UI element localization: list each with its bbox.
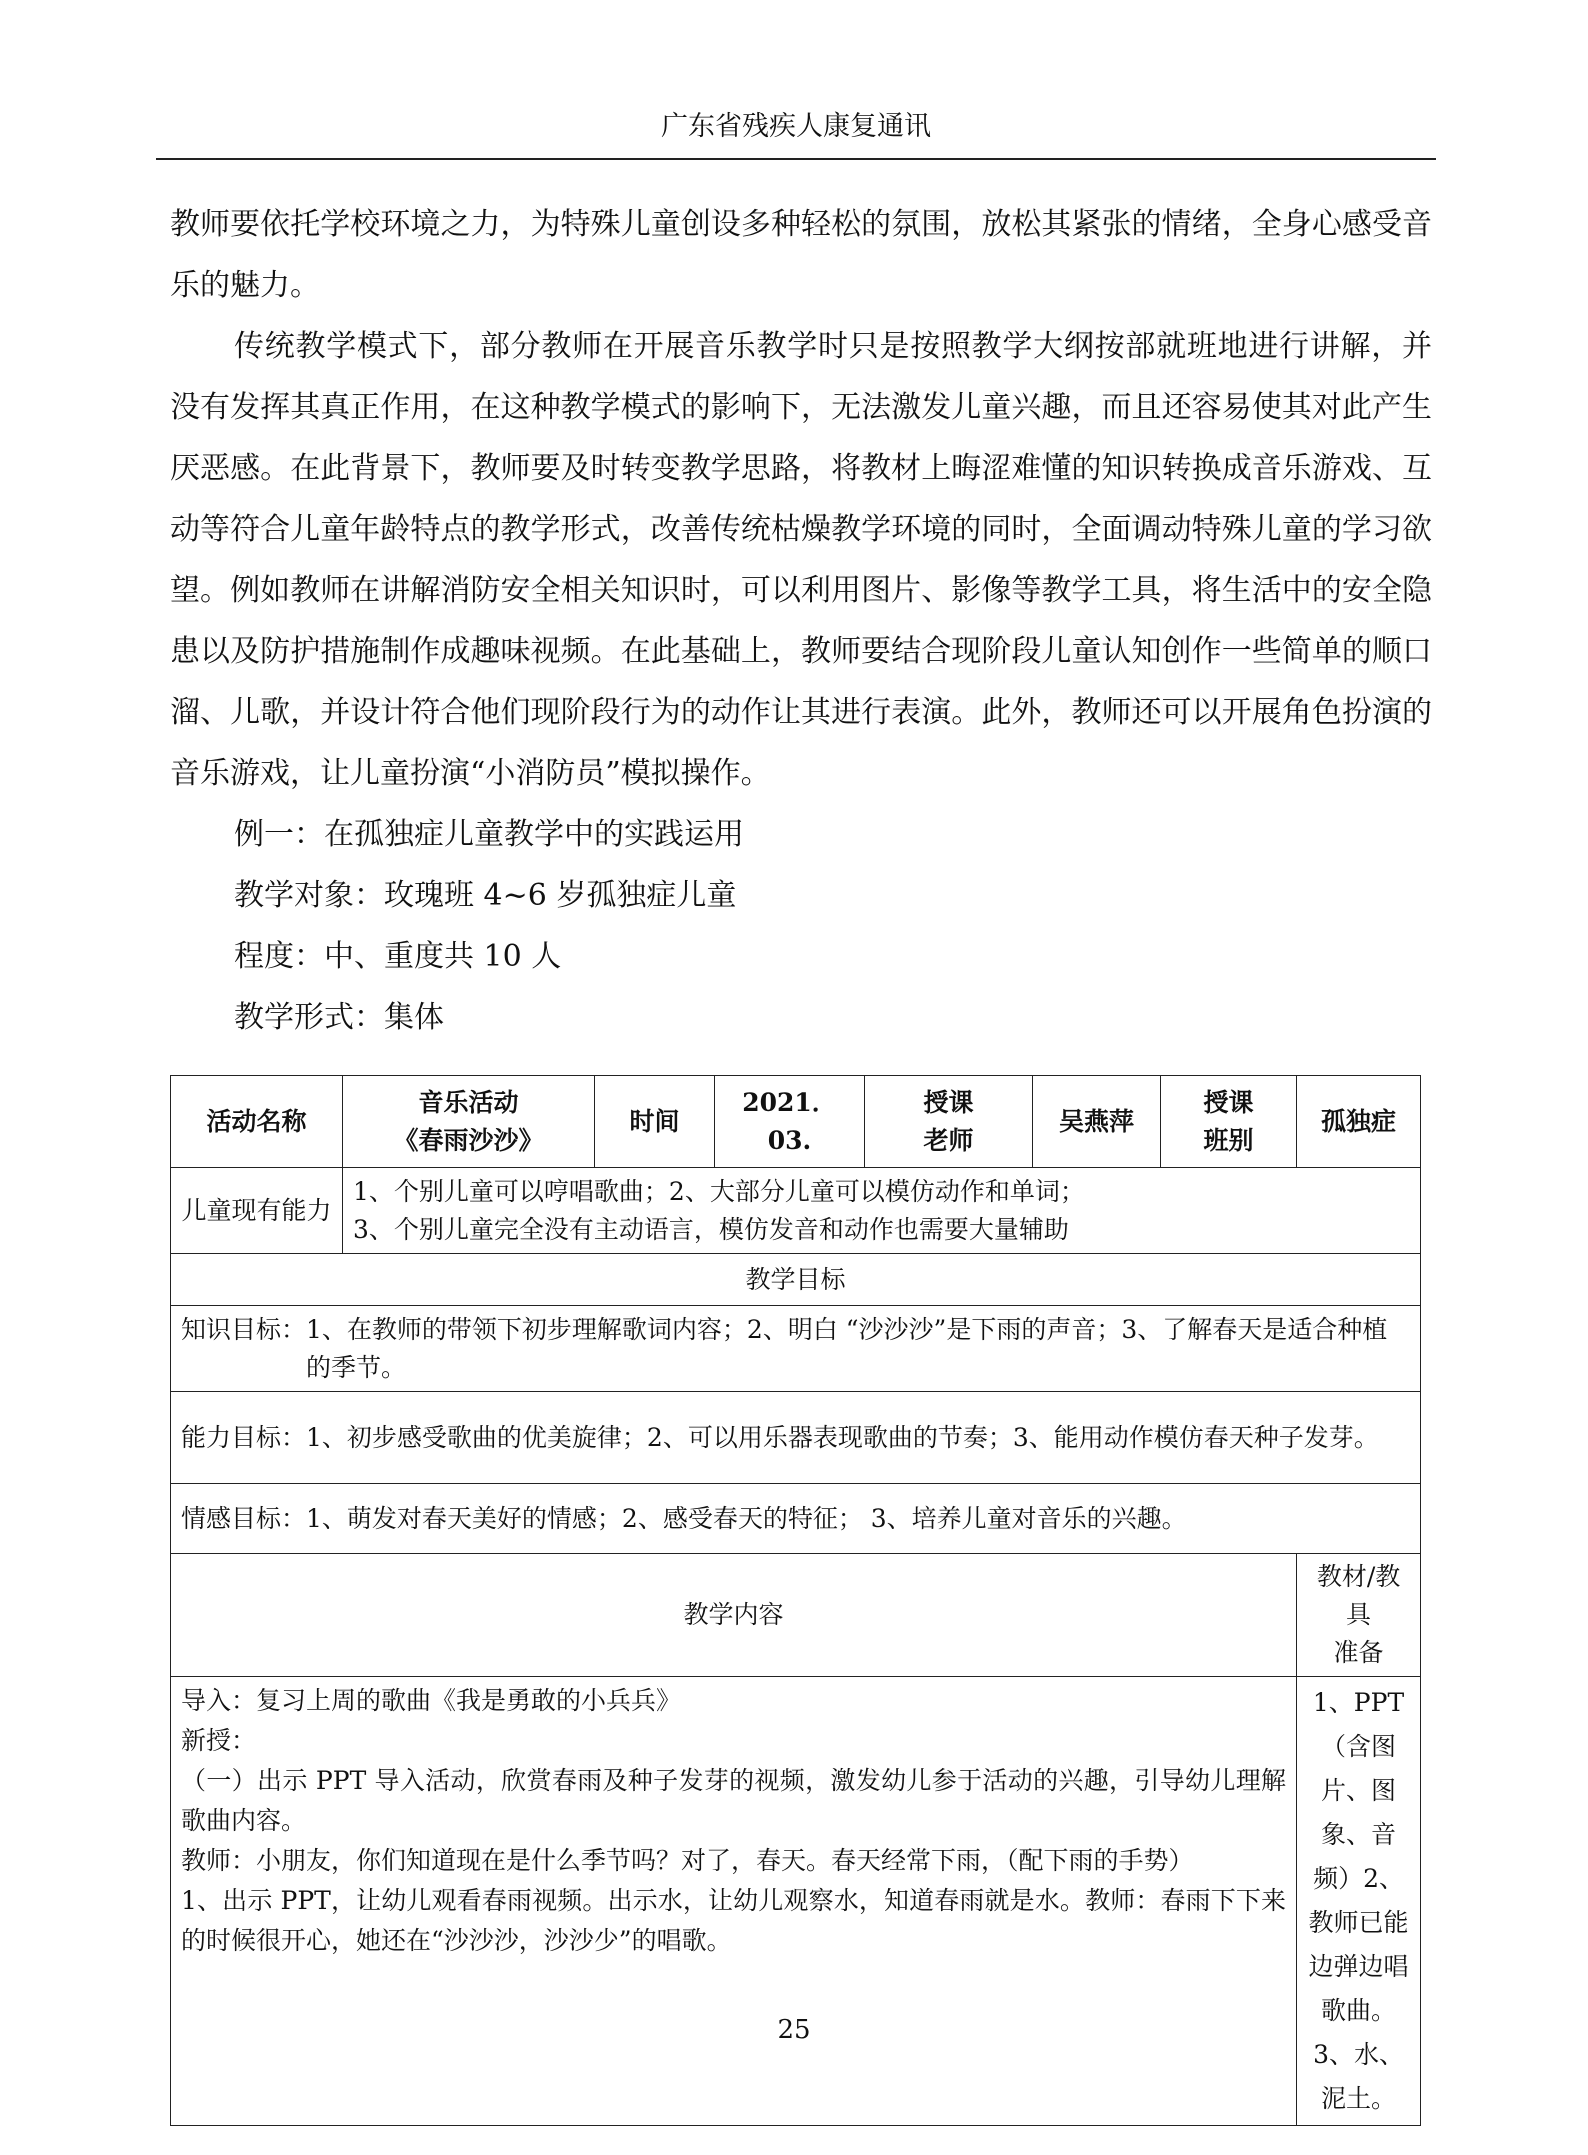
ability-label: 儿童现有能力 xyxy=(171,1168,343,1254)
page-number: 25 xyxy=(777,2015,811,2045)
content-line: 教师：小朋友，你们知道现在是什么季节吗？对了，春天。春天经常下雨，（配下雨的手势） xyxy=(181,1846,1194,1875)
teacher-value: 吴燕萍 xyxy=(1033,1076,1161,1168)
teaching-target: 教学对象：玫瑰班 4~6 岁孤独症儿童 xyxy=(234,878,737,913)
time-label: 时间 xyxy=(595,1076,715,1168)
ability-row xyxy=(171,1168,1421,1254)
materials-header: 教材/教具 准备 xyxy=(1297,1554,1421,1677)
time-value: 2021．03. xyxy=(715,1076,865,1168)
teacher-label: 授课 老师 xyxy=(865,1076,1033,1168)
content-line: 导入：复习上周的歌曲《我是勇敢的小兵兵》 xyxy=(181,1686,682,1715)
materials-list: 1、PPT（含图片、图象、音频）2、教师已能边弹边唱歌曲。3、水、泥土。 xyxy=(1297,1677,1421,2126)
teaching-format: 教学形式：集体 xyxy=(234,1000,444,1035)
knowledge-goal: 知识目标： 1、在教师的带领下初步理解歌词内容；2、明白 “沙沙沙”是下雨的声音；3、了解春天是适合种植的季节。 xyxy=(171,1306,1421,1392)
content-line: 1、出示 PPT，让幼儿观看春雨视频。出示水，让幼儿观察水，知道春雨就是水。教师：春雨下下来的时候很开心，她还在“沙沙沙，沙沙少”的唱歌。 xyxy=(181,1886,1287,1955)
emotion-goal: 情感目标： 1、萌发对春天美好的情感；2、感受春天的特征； 3、培养儿童对音乐的兴趣。 xyxy=(171,1484,1421,1554)
skill-goal: 能力目标： 1、初步感受歌曲的优美旋律；2、可以用乐器表现歌曲的节奏；3、能用动作模仿春天种子发芽。 xyxy=(171,1392,1421,1484)
lesson-plan-table xyxy=(170,1075,1421,2126)
ability-value: 1、个别儿童可以哼唱歌曲；2、大部分儿童可以模仿动作和单词； 3、个别儿童完全没有主动语言，模仿发音和动作也需要大量辅助 xyxy=(343,1168,1421,1254)
emotion-goal-row xyxy=(171,1484,1421,1554)
skill-goal-row xyxy=(171,1392,1421,1484)
content-header-row xyxy=(171,1554,1421,1677)
journal-title: 广东省残疾人康复通讯 xyxy=(661,111,931,142)
activity-name-value: 音乐活动 《春雨沙沙》 xyxy=(343,1076,595,1168)
paragraph: 教师要依托学校环境之力，为特殊儿童创设多种轻松的氛围，放松其紧张的情绪，全身心感受音乐的魅力。 xyxy=(170,207,1432,303)
class-label: 授课 班别 xyxy=(1161,1076,1297,1168)
knowledge-goal-row xyxy=(171,1306,1421,1392)
goals-header: 教学目标 xyxy=(171,1254,1421,1306)
content-line: 新授： xyxy=(181,1726,257,1755)
activity-name-label: 活动名称 xyxy=(171,1076,343,1168)
teaching-content xyxy=(171,1677,1297,2126)
paragraph: 传统教学模式下，部分教师在开展音乐教学时只是按照教学大纲按部就班地进行讲解，并没有发挥其真正作用，在这种教学模式的影响下，无法激发儿童兴趣，而且还容易使其对此产生厌恶感。在此背景下，教师要及时转变教学思路，将教材上晦涩难懂的知识转换成音乐游戏、互动等符合儿童年龄特点的教学形式，改善传统枯燥教学环境的同时，全面调动特殊儿童的学习欲望。例如教师在讲解消防安全相关知识时，可以利用图片、影像等教学工具，将生活中的安全隐患以及防护措施制作成趣味视频。在此基础上，教师要结合现阶段儿童认知创作一些简单的顺口溜、儿歌，并设计符合他们现阶段行为的动作让其进行表演。此外，教师还可以开展角色扮演的音乐游戏，让儿童扮演“小消防员”模拟操作。 xyxy=(170,329,1432,791)
info-row xyxy=(171,1076,1421,1168)
content-row xyxy=(171,1677,1421,2126)
content-header: 教学内容 xyxy=(171,1554,1297,1677)
running-header xyxy=(156,108,1436,160)
class-value: 孤独症 xyxy=(1297,1076,1421,1168)
content-line: （一）出示 PPT 导入活动，欣赏春雨及种子发芽的视频，激发幼儿参于活动的兴趣，引导幼儿理解歌曲内容。 xyxy=(181,1766,1287,1835)
example-title: 例一：在孤独症儿童教学中的实践运用 xyxy=(234,817,744,852)
severity-level: 程度：中、重度共 10 人 xyxy=(234,939,562,974)
goals-header-row xyxy=(171,1254,1421,1306)
article-body xyxy=(170,194,1432,1048)
